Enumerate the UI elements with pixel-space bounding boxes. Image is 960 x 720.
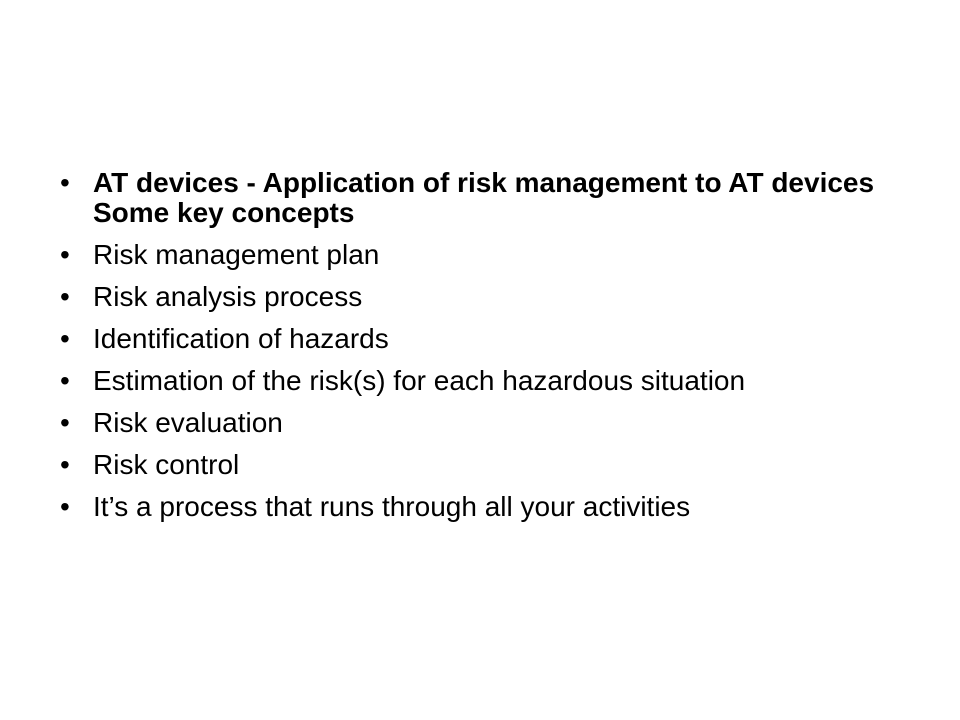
bullet-dot-icon: • (60, 449, 70, 480)
bullet-item (60, 450, 920, 480)
bullet-dot-icon: • (60, 323, 70, 354)
bullet-item (60, 492, 920, 522)
bullet-dot-icon: • (60, 281, 70, 312)
bullet-text: Risk evaluation (93, 407, 283, 438)
bullet-list (60, 168, 920, 534)
bullet-text: Estimation of the risk(s) for each hazardous situation (93, 365, 746, 396)
bullet-text: Risk management plan (93, 239, 380, 270)
bullet-item (60, 324, 920, 354)
bullet-text: Risk control (93, 449, 240, 480)
bullet-text: Risk analysis process (93, 281, 363, 312)
bullet-text: Identification of hazards (93, 323, 389, 354)
bullet-dot-icon: • (60, 365, 70, 396)
bullet-item (60, 240, 920, 270)
bullet-dot-icon: • (60, 491, 70, 522)
bullet-text: AT devices - Application of risk management to AT devices Some key concepts (93, 167, 875, 228)
bullet-item (60, 408, 920, 438)
bullet-item (60, 366, 920, 396)
bullet-dot-icon: • (60, 407, 70, 438)
bullet-item-heading (60, 168, 920, 228)
bullet-item (60, 282, 920, 312)
bullet-dot-icon: • (60, 167, 70, 198)
bullet-text: It’s a process that runs through all your activities (93, 491, 691, 522)
bullet-dot-icon: • (60, 239, 70, 270)
